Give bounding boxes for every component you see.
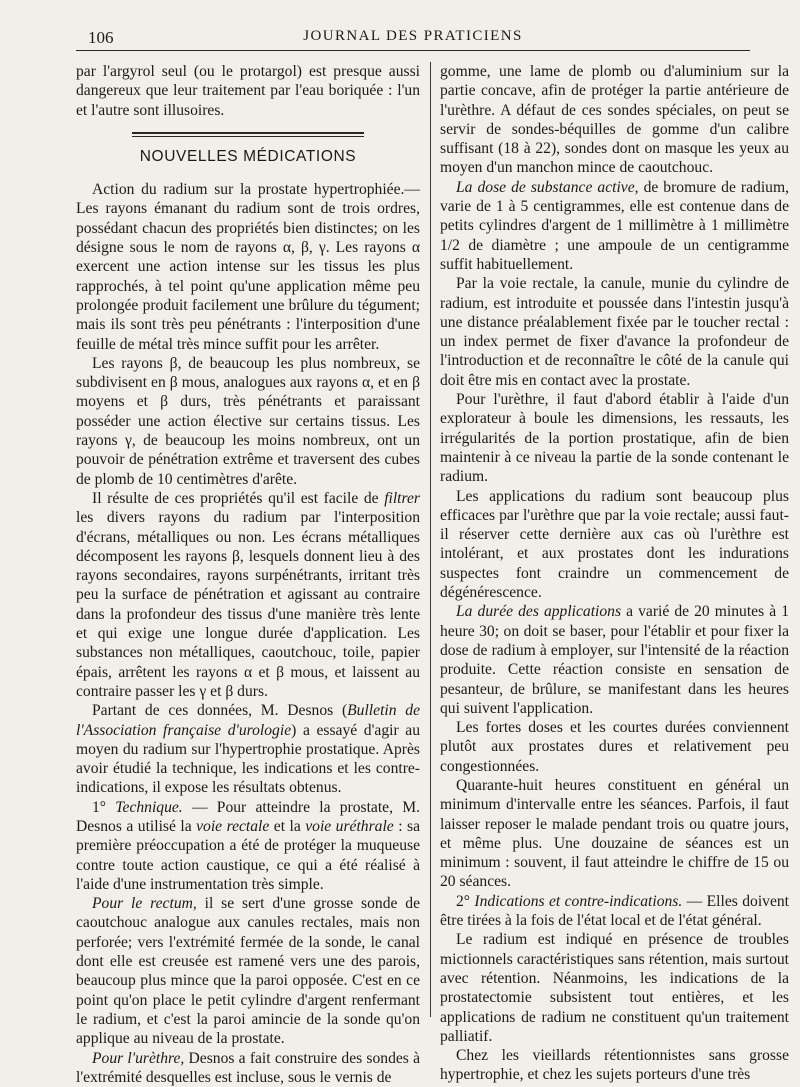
text-run: de bromure de radium, varie de 1 à 5 centigrammes, elle est contenue dans de petits cylindres d'argent de 1 millimètre à 1 millimètre 1/2 de diamètre ; une ampoule de un centigramme suffit habituellement. <box>440 178 789 273</box>
page-header <box>76 28 750 51</box>
text-run: — Pour atteindre la prostate, M. Desnos a utilisé la <box>76 798 420 835</box>
italic-run: voie rectale <box>196 817 270 835</box>
paragraph-indications <box>440 892 789 931</box>
paragraph-rays-beta: Les rayons β, de beaucoup les plus nombreux, se subdivisent en β mous, analogues aux rayons α, et en β moyens et β durs, très pénétrants et paraissant posséder une action élective sur certains tissus. Les rayons γ, de beaucoup les moins nombreux, ont un pouvoir de pénétration extrême et traversent des cubes de plomb de 10 centimètres d'arête. <box>76 354 420 488</box>
paragraph-applications: Les applications du radium sont beaucoup plus efficaces par l'urèthre que par la voie rectale; aussi faut-il réserver cette dernière aux cas où l'urèthre est intolérant, et aux prostates dont les indurations suspectes font craindre un commencement de dégénérescence. <box>440 487 789 602</box>
article-text: — Les rayons émanant du radium sont de trois ordres, possédant chacun des propriétés bien distinctes; on les désigne sous le nom de rayons α, β, γ. Les rayons α exercent une action intense sur les tissus les plus rapprochés, à tel point qu'une application même peu prolongée produit facilement une brûlure du tégument; mais ils sont très peu pénétrants : l'interposition d'une feuille de métal très mince suffit pour les arrêter. <box>76 181 420 353</box>
italic-run: La dose de substance active, <box>456 178 639 196</box>
page-number: 106 <box>88 28 114 47</box>
paragraph-rectum <box>76 894 420 1048</box>
italic-run: Pour l'urèthre, <box>92 1049 185 1067</box>
text-run: — Elles doivent être tirées à la fois de l'état local et de l'état général. <box>440 892 789 930</box>
text-run: Il résulte de ces propriétés qu'il est facile de <box>92 489 385 507</box>
paragraph-dose <box>440 178 789 274</box>
text-run: 1° <box>92 798 116 816</box>
paragraph-fortes-doses: Les fortes doses et les courtes durées conviennent plutôt aux prostates dures et relativement peu congestionnées. <box>440 719 789 775</box>
section-rule <box>76 132 420 137</box>
citation: Bulletin de l'Association française d'urologie <box>76 702 420 739</box>
section-title: NOUVELLES MÉDICATIONS <box>139 147 357 165</box>
italic-run: filtrer <box>384 489 420 507</box>
article-title: Action du radium sur la prostate hypertrophiée. <box>92 181 405 199</box>
paragraph-technique <box>76 798 420 894</box>
intro-paragraph: par l'argyrol seul (ou le protargol) est presque aussi dangereux que leur traitement par l'eau boriquée : l'un et l'autre sont illusoires. <box>76 63 420 119</box>
paragraph-voie-rectale: Par la voie rectale, la canule, munie du cylindre de radium, est introduite et poussée dans l'intestin jusqu'à une distance préalablement fixée par le toucher rectal : un index permet de fixer d'avance la profondeur de l'introduction et de reconnaître le côté de la canule qui doit être mis en contact avec la prostate. <box>440 275 789 389</box>
paragraph-desnos <box>76 701 420 797</box>
paragraph-radium-indique: Le radium est indiqué en présence de troubles mictionnels caractéristiques sans rétention, mais surtout avec rétention. Néanmoins, les indications de la prostatectomie subsistent tout entières, et les applications de radium ne constituent qu'un traitement palliatif. <box>440 931 789 1045</box>
right-column <box>440 62 789 1085</box>
italic-run: Pour le rectum, <box>92 895 197 913</box>
italic-run: Indications et contre-indications. <box>474 892 683 910</box>
left-column <box>76 62 420 1087</box>
paragraph-filter <box>76 489 420 701</box>
text-run: a varié de 20 minutes à 1 heure 30; on doit se baser, pour l'établir et pour fixer la dose de radium à employer, sur l'intensité de la réaction produite. Cette réaction consiste en sensation de pesanteur, de brûlure, se manifestant dans les heures qui suivent l'application. <box>440 603 789 717</box>
paragraph-pour-urethre: Pour l'urèthre, il faut d'abord établir à l'aide d'un explorateur à boule les dimensions, les ressauts, les irrégularités de la portion prostatique, afin de bien maintenir à ce niveau la partie de la sonde contenant le radium. <box>440 391 789 486</box>
column-divider <box>430 62 431 1017</box>
italic-run: voie uréthrale <box>305 817 394 835</box>
paragraph-duree <box>440 602 789 718</box>
text-run: il se sert d'une grosse sonde de caoutchouc analogue aux canules rectales, mais non perforée; vers l'extrémité fermée de la sonde, le canal dont elle est creusée est ramené vers une des parois, beaucoup plus mince que la paroi opposée. C'est en ce point qu'on place le petit cylindre d'argent renfermant le radium, et c'est la paroi amincie de la sonde qu'on applique au niveau de la prostate. <box>76 895 421 1048</box>
text-run: 2° <box>456 892 475 910</box>
paragraph-vieillards: Chez les vieillards rétentionnistes sans grosse hypertrophie, et chez les sujets porteurs d'une très <box>440 1047 789 1084</box>
paragraph-intervalle: Quarante-huit heures constituent en général un minimum d'intervalle entre les séances. Parfois, il faut laisser reposer le malade pendant trois ou quatre jours, et même plus. Une douzaine de séances est un minimum : souvent, il faut atteindre le chiffre de 15 ou 20 séances. <box>440 776 789 891</box>
paragraph-urethre <box>76 1049 420 1087</box>
text-run: les divers rayons du radium par l'interposition d'écrans, métalliques ou non. Les écrans métalliques décomposent les rayons β, lesquels donnent lieu à des rayons secondaires, rayons surpénétrants, irritant très peu la surface de pénétration et agissant au contraire dans la profondeur des tissus d'une manière très lente et qui exige une longue durée d'application. Les substances non métalliques, caoutchouc, toile, papier épais, arrêtent les rayons α et β mous, et laissent au contraire passer les γ et β durs. <box>76 509 420 700</box>
italic-run: La durée des applications <box>456 603 622 621</box>
paragraph-continuation: gomme, une lame de plomb ou d'aluminium sur la partie concave, afin de protéger la partie antérieure de l'urèthre. A défaut de ces sondes spéciales, on peut se servir de sondes-béquilles de gomme d'un calibre suffisant (18 à 22), sondes dont on masque les yeux au moyen d'un manchon mince de caoutchouc. <box>440 63 789 177</box>
journal-title: JOURNAL DES PRATICIENS <box>303 28 523 44</box>
article-title-paragraph <box>76 180 420 354</box>
text-run: ) a essayé d'agir au moyen du radium sur l'hypertrophie prostatique. Après avoir étudié la technique, les indications et les contre-indications, il expose les résultats obtenus. <box>76 721 420 797</box>
italic-run: Technique. <box>115 798 183 816</box>
text-run: : sa première préoccupation a été de protéger la muqueuse contre toute action caustique, ce qui a été réalisé à l'aide d'une instrumentation très simple. <box>76 817 420 893</box>
text-run: Partant de ces données, M. Desnos ( <box>92 702 348 720</box>
text-run: et la <box>269 817 306 835</box>
text-run: Desnos a fait construire des sondes à l'extrémité desquelles est incluse, sous le vernis de <box>76 1049 420 1086</box>
